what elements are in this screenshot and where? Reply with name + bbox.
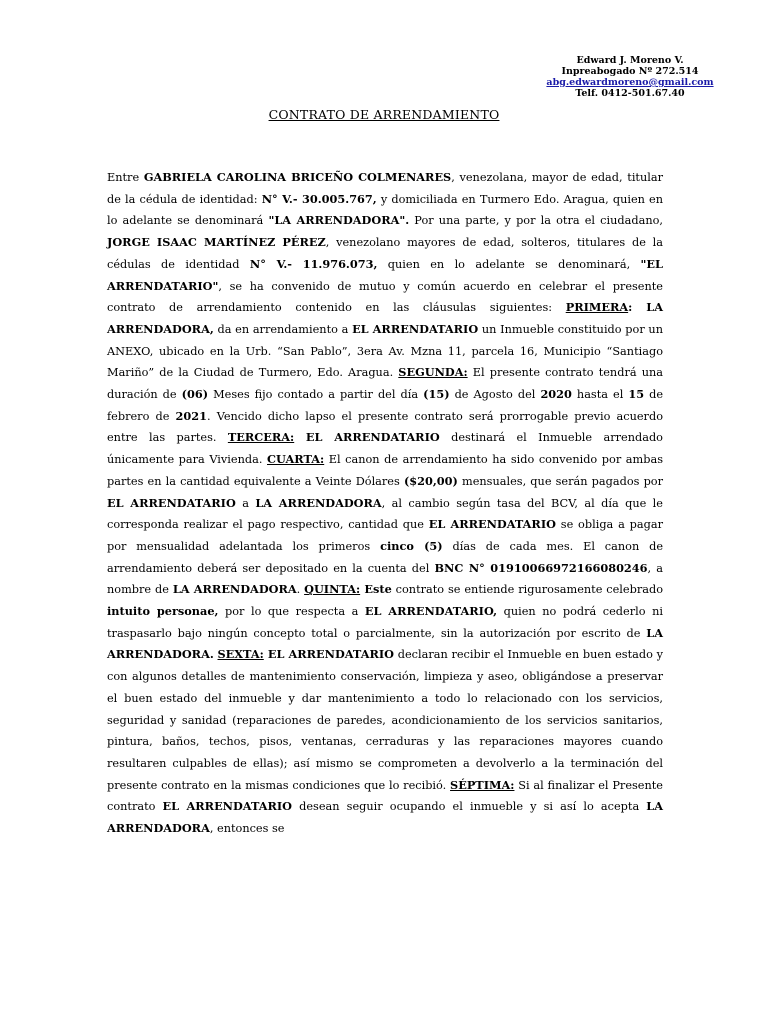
arrendadora-name: GABRIELA CAROLINA BRICEÑO COLMENARES [143,170,452,184]
clause-heading-segunda: SEGUNDA: [398,365,468,380]
text-run: días de cada mes. El canon de arrendamiento deberá ser depositado en la cuenta del [107,539,664,575]
bold-term: EL ARRENDATARIO [294,430,440,445]
text-run: contrato se entiende rigurosamente celebrado [391,583,664,597]
bold-term: 2020 [540,387,572,402]
text-run: de Agosto del [449,388,541,402]
text-run: desean seguir ocupando el inmueble y si así lo acepta [292,800,647,814]
text-run: hasta el [571,388,629,402]
bold-term: EL ARRENDATARIO, [364,604,498,619]
lawyer-name: Edward J. Moreno V. [576,55,684,66]
bold-term: intuito personae, [107,604,219,619]
text-run: Si al finalizar el Presente contrato [107,778,663,814]
text-run: destinará el Inmueble arrendado únicamente para Vivienda. [107,431,663,467]
bold-term: "EL ARRENDATARIO" [107,256,663,293]
text-run: El presente contrato tendrá una duración de [107,366,663,402]
rent-amount: ($20,00) [403,473,458,488]
bold-term: 15 [628,387,645,402]
text-run: Entre [107,171,144,184]
lawyer-phone: Telf. 0412-501.67.40 [575,88,685,99]
bold-term: EL ARRENDATARIO [428,517,556,532]
clause-heading-cuarta: CUARTA: [267,452,325,467]
arrendadora-id: N° V.- 30.005.767, [261,191,377,206]
text-run: , entonces se [209,822,285,836]
bold-term: EL ARRENDATARIO [107,495,236,510]
text-run: mensuales, que serán pagados por [457,474,663,488]
text-run: declaran recibir el Inmueble en buen estado y con algunos detalles de mantenimiento conservación, limpieza y aseo, obligándose a preservar el buen estado del inmueble y dar mantenimiento a todo lo relacionado con los servicios, seguridad y sanidad (reparaciones de paredes, acondicionamiento de los servicios sanitarios, pintura, baños, techos, pisos, ventanas, cerraduras y las reparaciones mayores cuando resultaren culpables de ellas); así mismo se comprometen a devolverlo a la terminación del presente contrato en la mismas condiciones que lo recibió. [107,648,663,792]
text-run: por lo que respecta a [218,605,365,619]
document-title: CONTRATO DE ARRENDAMIENTO [268,107,500,122]
inpre-number: Inpreabogado Nº 272.514 [561,66,699,77]
arrendatario-id: N° V.- 11.976.073, [249,256,378,271]
bold-term: LA ARRENDADORA. [107,625,663,662]
clause-heading-quinta: QUINTA: [304,582,361,597]
bold-term: cinco (5) [380,538,443,553]
clause-heading-sexta: SEXTA: [217,647,264,662]
bold-term: (15) [423,387,450,402]
bold-term: 2021 [175,408,207,423]
bold-term: (06) [181,387,209,402]
text-run: se obliga a pagar por mensualidad adelantada los primeros [107,518,663,553]
bold-term: LA ARRENDADORA [172,582,297,597]
text-run: un Inmueble constituido por un ANEXO, ubicado en la Urb. “San Pablo”, 3era Av. Mzna 11, parcela 16, Municipio “Santiago Mariño” de la Ciudad de Turmero, Edo. Aragua. [107,322,663,380]
clause-heading-primera: PRIMERA [565,300,629,315]
text-run: . Vencido dicho lapso el presente contrato será prorrogable previo acuerdo entre las partes. [107,409,663,445]
text-run: , al cambio según tasa del BCV, al día que le corresponda realizar el pago respectivo, cantidad que [107,496,663,532]
clause-heading-tercera: TERCERA: [227,430,295,445]
bold-term: EL ARRENDATARIO [352,321,479,336]
arrendatario-name: JORGE ISAAC MARTÍNEZ PÉREZ [107,235,326,250]
bold-term: EL ARRENDATARIO [162,799,293,814]
bold-term: LA ARRENDADORA [255,495,382,510]
text-run: Por una parte, y por la otra el ciudadano, [409,214,664,228]
bold-term: LA ARRENDADORA [107,799,663,836]
text-run: . [296,583,305,597]
text-run: quien no podrá cederlo ni traspasarlo bajo ningún concepto total o parcialmente, sin la autorización por escrito de [107,605,663,640]
text-run: , venezolana, mayor de edad, titular de la cédula de identidad: [107,171,663,206]
bold-term: "LA ARRENDADORA". [268,213,410,228]
text-run: , a nombre de [107,561,663,597]
text-run: quien en lo adelante se denominará, [377,257,641,271]
text-run: El canon de arrendamiento ha sido convenido por ambas partes en la cantidad equivalente a Veinte Dólares [107,453,663,488]
bold-term: : LA ARRENDADORA, [107,300,664,336]
text-run: de febrero de [107,388,664,423]
contract-body [107,167,663,840]
text-run: , se ha convenido de mutuo y común acuerdo en celebrar el presente contrato de arrendamiento contenido en las cláusulas siguientes: [107,279,663,315]
clause-heading-septima: SÉPTIMA: [450,777,515,792]
lawyer-email-link[interactable]: abg.edwardmoreno@gmail.com [546,77,714,88]
text-run: , venezolano mayores de edad, solteros, titulares de la cédulas de identidad [107,236,663,271]
text-run: y domiciliada en Turmero Edo. Aragua, quien en lo adelante se denominará [107,192,664,228]
text-run: a [235,496,256,510]
bold-term: Este [360,582,392,597]
text-run: da en arrendamiento a [213,322,353,336]
bank-account: BNC N° 01910066972166080246 [434,560,648,575]
letterhead [530,55,730,99]
bold-term: EL ARRENDATARIO [263,647,394,662]
text-run: Meses fijo contado a partir del día [208,388,424,402]
